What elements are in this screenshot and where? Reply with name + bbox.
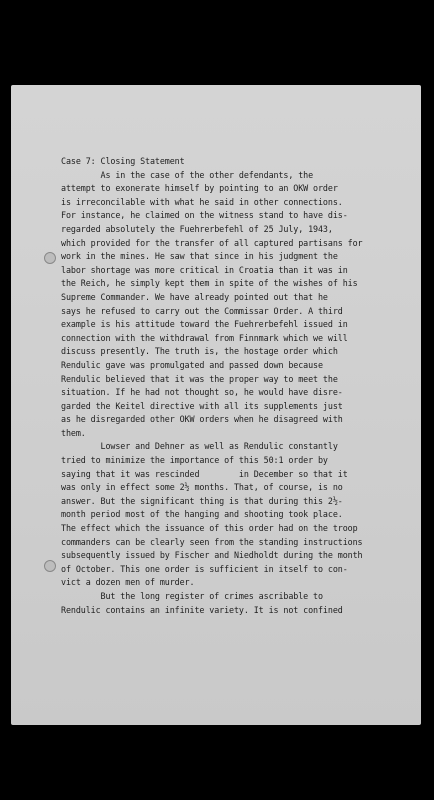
text-line: For instance, he claimed on the witness stand to have dis- bbox=[61, 210, 348, 221]
text-line: garded the Keitel directive with all its supplements just bbox=[61, 400, 343, 411]
text-line: saying that it was rescinded in December so that it bbox=[61, 468, 348, 479]
text-line: as he disregarded other OKW orders when he disagreed with bbox=[61, 414, 343, 425]
text-line: attempt to exonerate himself by pointing to an OKW order bbox=[61, 183, 338, 194]
text-line: them. bbox=[61, 427, 86, 438]
text-line: Rendulic gave was promulgated and passed down because bbox=[61, 359, 323, 370]
binder-hole bbox=[44, 252, 56, 264]
text-line: was only in effect some 2½ months. That, of course, is no bbox=[61, 482, 343, 493]
text-line: As in the case of the other defendants, the bbox=[61, 169, 314, 180]
text-line: which provided for the transfer of all captured partisans for bbox=[61, 237, 363, 248]
text-line: situation. If he had not thought so, he would have disre- bbox=[61, 387, 343, 398]
text-line: of October. This one order is sufficient in itself to con- bbox=[61, 563, 348, 574]
text-line: vict a dozen men of murder. bbox=[61, 577, 195, 588]
text-line: commanders can be clearly seen from the standing instructions bbox=[61, 536, 363, 547]
heading-line: Case 7: Closing Statement bbox=[61, 156, 185, 166]
text-line: example is his attitude toward the Fuehrerbefehl issued in bbox=[61, 319, 348, 330]
text-line: is irreconcilable with what he said in other connections. bbox=[61, 196, 343, 207]
text-line: Rendulic contains an infinite variety. It is not confined bbox=[61, 604, 343, 615]
text-line: subsequently issued by Fischer and Niedholdt during the month bbox=[61, 550, 363, 561]
text-line: answer. But the significant thing is that during this 2½- bbox=[61, 495, 343, 506]
text-line: Lowser and Dehner as well as Rendulic constantly bbox=[61, 441, 338, 452]
document-body bbox=[61, 155, 401, 617]
text-line: says he refused to carry out the Commissar Order. A third bbox=[61, 305, 343, 316]
text-line: work in the mines. He saw that since in his judgment the bbox=[61, 251, 338, 262]
text-line: labor shortage was more critical in Croatia than it was in bbox=[61, 264, 348, 275]
text-line: The effect which the issuance of this order had on the troop bbox=[61, 523, 358, 534]
text-line: Rendulic believed that it was the proper way to meet the bbox=[61, 373, 338, 384]
text-line: But the long register of crimes ascribable to bbox=[61, 591, 323, 601]
binder-hole bbox=[44, 560, 56, 572]
text-line: discuss presently. The truth is, the hostage order which bbox=[61, 346, 338, 357]
text-line: regarded absolutely the Fuehrerbefehl of 25 July, 1943, bbox=[61, 223, 333, 234]
text-line: tried to minimize the importance of this 50:1 order by bbox=[61, 455, 328, 466]
text-line: the Reich, he simply kept them in spite of the wishes of his bbox=[61, 278, 358, 289]
text-line: Supreme Commander. We have already pointed out that he bbox=[61, 291, 328, 302]
text-line: month period most of the hanging and shooting took place. bbox=[61, 509, 343, 520]
text-line: connection with the withdrawal from Finnmark which we will bbox=[61, 332, 348, 343]
